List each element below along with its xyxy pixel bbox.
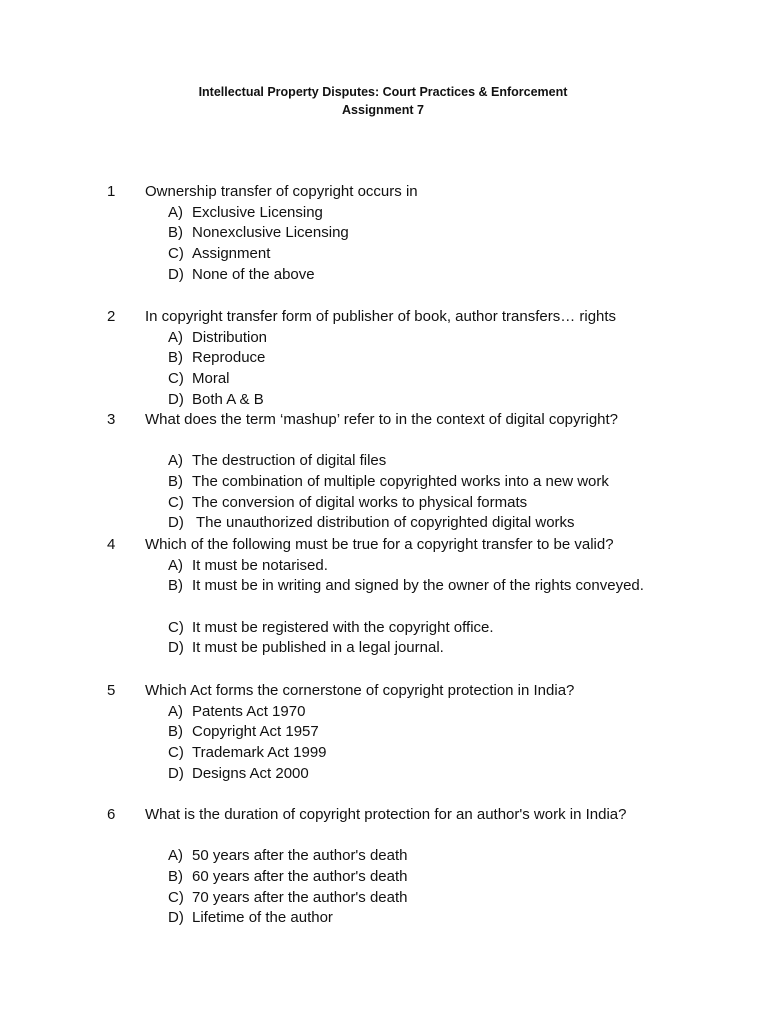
question-text: In copyright transfer form of publisher of book, author transfers… rights [145, 308, 617, 325]
option-b [0, 576, 768, 617]
question-text: Ownership transfer of copyright occurs in [145, 183, 418, 200]
question-text: Which Act forms the cornerstone of copyright protection in India? [145, 682, 575, 699]
option-text: Patents Act 1970 [192, 702, 306, 720]
option-text: The conversion of digital works to physical formats [192, 493, 528, 511]
option-letter: D) [168, 265, 184, 283]
question-number: 6 [107, 806, 116, 823]
option-text: Trademark Act 1999 [192, 744, 327, 762]
option-c [0, 618, 768, 639]
option-text: Nonexclusive Licensing [192, 224, 349, 242]
question-text: Which of the following must be true for a copyright transfer to be valid? [145, 536, 614, 553]
option-letter: A) [168, 847, 183, 865]
option-letter: C) [168, 888, 184, 906]
option-text: Distribution [192, 328, 268, 346]
option-letter: D) [168, 764, 184, 782]
option-text: It must be notarised. [192, 556, 328, 574]
document-subtitle: Assignment 7 [342, 103, 424, 117]
option-letter: D) [168, 909, 184, 927]
option-b [0, 722, 768, 743]
option-d [0, 265, 768, 286]
option-a [0, 556, 768, 577]
option-c [0, 888, 768, 909]
option-d [0, 908, 768, 929]
option-list [0, 203, 768, 286]
question-number: 5 [107, 682, 116, 699]
option-letter: D) [168, 390, 184, 408]
option-b [0, 867, 768, 888]
option-letter: B) [168, 723, 183, 741]
option-text: Exclusive Licensing [192, 203, 323, 221]
option-c [0, 369, 768, 390]
option-text: 70 years after the author's death [192, 888, 408, 906]
option-text: Copyright Act 1957 [192, 723, 319, 741]
option-text: It must be published in a legal journal. [192, 639, 444, 657]
option-text: None of the above [192, 265, 315, 283]
option-text: The combination of multiple copyrighted works into a new work [192, 473, 609, 491]
option-d [0, 390, 768, 411]
option-a [0, 702, 768, 723]
option-text: The destruction of digital files [192, 452, 387, 470]
option-d [0, 638, 768, 659]
option-letter: A) [168, 203, 183, 221]
option-letter: B) [168, 224, 183, 242]
option-list [0, 556, 768, 659]
option-letter: A) [168, 556, 183, 574]
option-text: It must be in writing and signed by the owner of the rights conveyed. [192, 577, 644, 595]
option-letter: B) [168, 868, 183, 886]
option-letter: C) [168, 618, 184, 636]
option-d [0, 764, 768, 785]
option-list [0, 702, 768, 785]
question-number: 3 [107, 411, 116, 428]
option-letter: B) [168, 473, 183, 491]
option-b [0, 472, 768, 493]
option-d [0, 513, 768, 534]
question-number: 1 [107, 183, 116, 200]
option-c [0, 244, 768, 265]
option-text: Moral [192, 370, 230, 388]
option-list [0, 451, 768, 534]
option-letter: B) [168, 577, 183, 595]
option-a [0, 203, 768, 224]
option-letter: A) [168, 452, 183, 470]
document-title: Intellectual Property Disputes: Court Practices & Enforcement [198, 85, 568, 99]
option-a [0, 451, 768, 472]
option-letter: C) [168, 245, 184, 263]
option-text: The unauthorized distribution of copyrighted digital works [196, 514, 575, 532]
option-letter: D) [168, 639, 184, 657]
option-letter: A) [168, 328, 183, 346]
option-list [0, 846, 768, 929]
option-list [0, 328, 768, 411]
option-c [0, 493, 768, 514]
document-header [0, 83, 766, 119]
option-letter: C) [168, 370, 184, 388]
question-text: What is the duration of copyright protection for an author's work in India? [145, 806, 627, 823]
option-text: Assignment [192, 245, 271, 263]
option-letter: B) [168, 349, 183, 367]
option-b [0, 348, 768, 369]
option-letter: C) [168, 493, 184, 511]
question-number: 2 [107, 308, 116, 325]
option-text: 50 years after the author's death [192, 847, 408, 865]
option-text: Lifetime of the author [192, 909, 333, 927]
option-text: Designs Act 2000 [192, 764, 309, 782]
option-a [0, 328, 768, 349]
option-b [0, 223, 768, 244]
question-number: 4 [107, 536, 116, 553]
option-letter: D) [168, 514, 184, 532]
option-text: Reproduce [192, 349, 266, 367]
option-letter: C) [168, 744, 184, 762]
option-text: 60 years after the author's death [192, 868, 408, 886]
option-text: It must be registered with the copyright office. [192, 618, 494, 636]
option-a [0, 846, 768, 867]
option-text: Both A & B [192, 390, 264, 408]
option-c [0, 743, 768, 764]
question-text: What does the term ‘mashup’ refer to in the context of digital copyright? [145, 411, 619, 428]
option-letter: A) [168, 702, 183, 720]
